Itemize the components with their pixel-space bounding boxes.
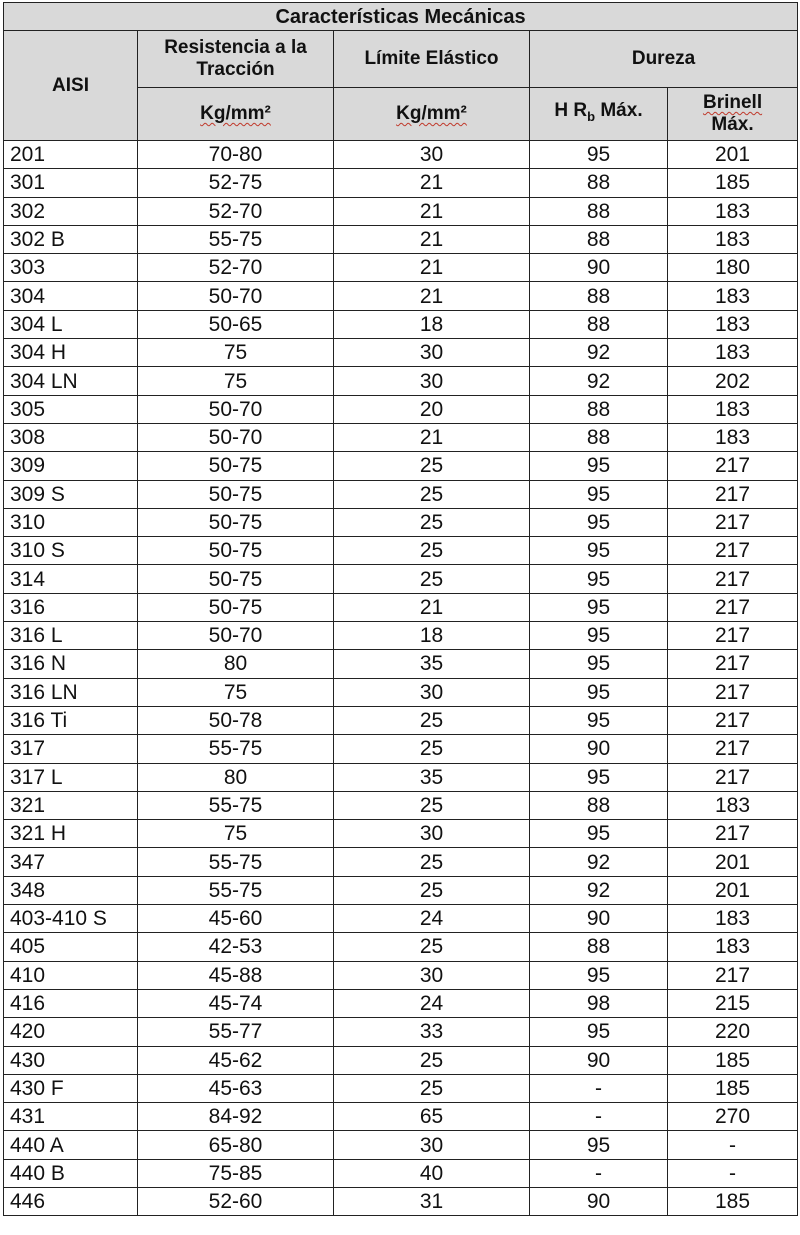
brinell-cell: 217 xyxy=(668,735,798,763)
aisi-cell: 316 L xyxy=(4,622,138,650)
hrb-cell: 88 xyxy=(530,395,668,423)
hrb-cell: 95 xyxy=(530,593,668,621)
aisi-cell: 310 xyxy=(4,508,138,536)
hrb-cell: 88 xyxy=(530,282,668,310)
hrb-cell: 92 xyxy=(530,339,668,367)
brinell-cell: 201 xyxy=(668,876,798,904)
table-row xyxy=(4,423,798,451)
limite-unit-text: Kg/mm² xyxy=(396,103,467,124)
limite-cell: 65 xyxy=(334,1103,530,1131)
resistencia-cell: 45-62 xyxy=(138,1046,334,1074)
resistencia-cell: 70-80 xyxy=(138,141,334,169)
resistencia-cell: 50-70 xyxy=(138,622,334,650)
aisi-cell: 201 xyxy=(4,141,138,169)
aisi-cell: 301 xyxy=(4,169,138,197)
aisi-cell: 303 xyxy=(4,254,138,282)
aisi-cell: 310 S xyxy=(4,537,138,565)
hrb-cell: - xyxy=(530,1103,668,1131)
limite-cell: 40 xyxy=(334,1159,530,1187)
hrb-cell: 95 xyxy=(530,1131,668,1159)
aisi-cell: 431 xyxy=(4,1103,138,1131)
brinell-cell: 185 xyxy=(668,1046,798,1074)
limite-cell: 25 xyxy=(334,848,530,876)
resistencia-cell: 55-75 xyxy=(138,848,334,876)
brinell-cell: 217 xyxy=(668,820,798,848)
table-row xyxy=(4,933,798,961)
aisi-cell: 403-410 S xyxy=(4,905,138,933)
limite-cell: 24 xyxy=(334,905,530,933)
hrb-cell: 95 xyxy=(530,678,668,706)
table-row xyxy=(4,848,798,876)
aisi-cell: 321 H xyxy=(4,820,138,848)
resistencia-cell: 65-80 xyxy=(138,1131,334,1159)
limite-cell: 25 xyxy=(334,565,530,593)
brinell-cell: 185 xyxy=(668,1187,798,1215)
aisi-cell: 302 xyxy=(4,197,138,225)
table-row xyxy=(4,1103,798,1131)
resistencia-cell: 55-75 xyxy=(138,735,334,763)
table-row xyxy=(4,650,798,678)
table-row xyxy=(4,1131,798,1159)
resistencia-cell: 42-53 xyxy=(138,933,334,961)
table-row xyxy=(4,367,798,395)
aisi-cell: 304 xyxy=(4,282,138,310)
hrb-cell: 95 xyxy=(530,961,668,989)
limite-cell: 25 xyxy=(334,933,530,961)
limite-cell: 35 xyxy=(334,763,530,791)
resistencia-cell: 45-74 xyxy=(138,989,334,1017)
resistencia-cell: 52-60 xyxy=(138,1187,334,1215)
aisi-cell: 308 xyxy=(4,423,138,451)
resistencia-cell: 75 xyxy=(138,678,334,706)
table-row xyxy=(4,452,798,480)
table-row xyxy=(4,763,798,791)
hrb-cell: 88 xyxy=(530,169,668,197)
resistencia-cell: 55-77 xyxy=(138,1018,334,1046)
resistencia-cell: 55-75 xyxy=(138,876,334,904)
limite-cell: 25 xyxy=(334,706,530,734)
brinell-cell: 217 xyxy=(668,763,798,791)
table-row xyxy=(4,1018,798,1046)
limite-cell: 30 xyxy=(334,339,530,367)
brinell-header xyxy=(668,88,798,141)
resistencia-cell: 84-92 xyxy=(138,1103,334,1131)
table-row xyxy=(4,141,798,169)
brinell-cell: 215 xyxy=(668,989,798,1017)
aisi-cell: 430 F xyxy=(4,1074,138,1102)
aisi-cell: 348 xyxy=(4,876,138,904)
brinell-cell: 217 xyxy=(668,593,798,621)
brinell-cell: 217 xyxy=(668,537,798,565)
limite-cell: 25 xyxy=(334,1074,530,1102)
table-row xyxy=(4,197,798,225)
table-row xyxy=(4,1046,798,1074)
table-row xyxy=(4,1187,798,1215)
dureza-header: Dureza xyxy=(530,31,798,88)
brinell-label: Brinell xyxy=(702,92,763,113)
hrb-cell: 92 xyxy=(530,367,668,395)
aisi-header: AISI xyxy=(4,31,138,141)
hrb-cell: 95 xyxy=(530,537,668,565)
resistencia-cell: 52-70 xyxy=(138,197,334,225)
resistencia-unit-text: Kg/mm² xyxy=(200,103,271,124)
aisi-cell: 321 xyxy=(4,791,138,819)
brinell-cell: 183 xyxy=(668,225,798,253)
resistencia-cell: 75 xyxy=(138,367,334,395)
resistencia-cell: 80 xyxy=(138,763,334,791)
table-row xyxy=(4,905,798,933)
limite-cell: 21 xyxy=(334,169,530,197)
resistencia-cell: 50-75 xyxy=(138,593,334,621)
resistencia-cell: 50-75 xyxy=(138,452,334,480)
resistencia-cell: 75-85 xyxy=(138,1159,334,1187)
resistencia-cell: 50-75 xyxy=(138,537,334,565)
brinell-cell: 183 xyxy=(668,423,798,451)
aisi-cell: 410 xyxy=(4,961,138,989)
resistencia-cell: 50-78 xyxy=(138,706,334,734)
hrb-header xyxy=(530,88,668,141)
aisi-cell: 420 xyxy=(4,1018,138,1046)
limite-cell: 30 xyxy=(334,678,530,706)
brinell-cell: 270 xyxy=(668,1103,798,1131)
brinell-cell: 183 xyxy=(668,282,798,310)
aisi-cell: 316 Ti xyxy=(4,706,138,734)
aisi-cell: 314 xyxy=(4,565,138,593)
limite-cell: 35 xyxy=(334,650,530,678)
resistencia-cell: 45-60 xyxy=(138,905,334,933)
table-row xyxy=(4,706,798,734)
aisi-cell: 446 xyxy=(4,1187,138,1215)
brinell-cell: 217 xyxy=(668,622,798,650)
resistencia-cell: 55-75 xyxy=(138,225,334,253)
hrb-cell: 95 xyxy=(530,650,668,678)
brinell-cell: 217 xyxy=(668,706,798,734)
resistencia-cell: 50-70 xyxy=(138,282,334,310)
aisi-cell: 305 xyxy=(4,395,138,423)
brinell-cell: 201 xyxy=(668,848,798,876)
table-row xyxy=(4,282,798,310)
hrb-cell: 92 xyxy=(530,848,668,876)
brinell-cell: 183 xyxy=(668,197,798,225)
brinell-cell: 217 xyxy=(668,565,798,593)
limite-header: Límite Elástico xyxy=(334,31,530,88)
hrb-subscript: b xyxy=(587,108,596,124)
aisi-cell: 309 xyxy=(4,452,138,480)
brinell-cell: 183 xyxy=(668,339,798,367)
hrb-cell: 95 xyxy=(530,706,668,734)
limite-cell: 30 xyxy=(334,820,530,848)
mechanical-properties-table xyxy=(3,2,798,1216)
resistencia-cell: 50-75 xyxy=(138,565,334,593)
table-row xyxy=(4,678,798,706)
aisi-cell: 316 LN xyxy=(4,678,138,706)
table-body xyxy=(4,141,798,1216)
table-row xyxy=(4,1159,798,1187)
hrb-cell: 95 xyxy=(530,508,668,536)
hrb-cell: 92 xyxy=(530,876,668,904)
limite-cell: 30 xyxy=(334,961,530,989)
hrb-cell: 88 xyxy=(530,791,668,819)
hrb-label: H R xyxy=(554,100,588,122)
resistencia-cell: 55-75 xyxy=(138,791,334,819)
hrb-cell: - xyxy=(530,1074,668,1102)
table-row xyxy=(4,820,798,848)
aisi-cell: 347 xyxy=(4,848,138,876)
hrb-cell: 95 xyxy=(530,141,668,169)
brinell-cell: - xyxy=(668,1159,798,1187)
hrb-cell: 90 xyxy=(530,1187,668,1215)
hrb-cell: 88 xyxy=(530,225,668,253)
brinell-cell: 217 xyxy=(668,452,798,480)
brinell-max-label: Máx. xyxy=(711,114,754,135)
limite-cell: 18 xyxy=(334,310,530,338)
table-row xyxy=(4,1074,798,1102)
brinell-cell: 202 xyxy=(668,367,798,395)
limite-cell: 21 xyxy=(334,225,530,253)
limite-cell: 20 xyxy=(334,395,530,423)
table-row xyxy=(4,339,798,367)
limite-cell: 30 xyxy=(334,367,530,395)
hrb-cell: 90 xyxy=(530,1046,668,1074)
resistencia-cell: 50-70 xyxy=(138,395,334,423)
aisi-cell: 304 LN xyxy=(4,367,138,395)
aisi-cell: 317 xyxy=(4,735,138,763)
aisi-cell: 317 L xyxy=(4,763,138,791)
brinell-cell: 183 xyxy=(668,933,798,961)
limite-cell: 21 xyxy=(334,593,530,621)
aisi-cell: 304 L xyxy=(4,310,138,338)
resistencia-cell: 75 xyxy=(138,820,334,848)
hrb-cell: 95 xyxy=(530,622,668,650)
aisi-cell: 316 xyxy=(4,593,138,621)
resistencia-cell: 75 xyxy=(138,339,334,367)
limite-cell: 25 xyxy=(334,876,530,904)
hrb-cell: 98 xyxy=(530,989,668,1017)
hrb-cell: 90 xyxy=(530,905,668,933)
limite-unit xyxy=(334,88,530,141)
hrb-cell: 95 xyxy=(530,1018,668,1046)
brinell-cell: 217 xyxy=(668,961,798,989)
limite-cell: 21 xyxy=(334,197,530,225)
hrb-cell: 88 xyxy=(530,933,668,961)
limite-cell: 25 xyxy=(334,791,530,819)
hrb-cell: 95 xyxy=(530,763,668,791)
aisi-cell: 416 xyxy=(4,989,138,1017)
hrb-cell: 88 xyxy=(530,310,668,338)
hrb-cell: 90 xyxy=(530,254,668,282)
table-row xyxy=(4,537,798,565)
resistencia-header: Resistencia a la Tracción xyxy=(138,31,334,88)
brinell-cell: 220 xyxy=(668,1018,798,1046)
table-row xyxy=(4,565,798,593)
table-row xyxy=(4,961,798,989)
limite-cell: 31 xyxy=(334,1187,530,1215)
hrb-cell: 95 xyxy=(530,452,668,480)
brinell-cell: 183 xyxy=(668,905,798,933)
table-title: Características Mecánicas xyxy=(4,3,798,31)
table-row xyxy=(4,169,798,197)
resistencia-cell: 52-70 xyxy=(138,254,334,282)
resistencia-cell: 50-75 xyxy=(138,508,334,536)
resistencia-cell: 52-75 xyxy=(138,169,334,197)
resistencia-cell: 80 xyxy=(138,650,334,678)
aisi-cell: 316 N xyxy=(4,650,138,678)
brinell-cell: 183 xyxy=(668,395,798,423)
table-row xyxy=(4,508,798,536)
brinell-cell: 185 xyxy=(668,1074,798,1102)
limite-cell: 25 xyxy=(334,452,530,480)
resistencia-cell: 45-63 xyxy=(138,1074,334,1102)
table-row xyxy=(4,735,798,763)
table-row xyxy=(4,791,798,819)
limite-cell: 25 xyxy=(334,735,530,763)
resistencia-cell: 45-88 xyxy=(138,961,334,989)
limite-cell: 24 xyxy=(334,989,530,1017)
hrb-cell: 95 xyxy=(530,565,668,593)
table-row xyxy=(4,622,798,650)
table-row xyxy=(4,395,798,423)
table-row xyxy=(4,989,798,1017)
limite-cell: 18 xyxy=(334,622,530,650)
hrb-cell: 88 xyxy=(530,423,668,451)
aisi-cell: 405 xyxy=(4,933,138,961)
resistencia-unit xyxy=(138,88,334,141)
hrb-cell: 88 xyxy=(530,197,668,225)
limite-cell: 25 xyxy=(334,480,530,508)
brinell-cell: 183 xyxy=(668,310,798,338)
resistencia-cell: 50-70 xyxy=(138,423,334,451)
resistencia-cell: 50-75 xyxy=(138,480,334,508)
brinell-cell: 183 xyxy=(668,791,798,819)
brinell-cell: 201 xyxy=(668,141,798,169)
brinell-cell: 217 xyxy=(668,678,798,706)
hrb-cell: - xyxy=(530,1159,668,1187)
aisi-cell: 440 A xyxy=(4,1131,138,1159)
limite-cell: 21 xyxy=(334,423,530,451)
aisi-cell: 304 H xyxy=(4,339,138,367)
aisi-cell: 430 xyxy=(4,1046,138,1074)
limite-cell: 25 xyxy=(334,537,530,565)
table-row xyxy=(4,876,798,904)
limite-cell: 21 xyxy=(334,282,530,310)
limite-cell: 25 xyxy=(334,1046,530,1074)
brinell-cell: 217 xyxy=(668,480,798,508)
limite-cell: 25 xyxy=(334,508,530,536)
resistencia-cell: 50-65 xyxy=(138,310,334,338)
table-row xyxy=(4,593,798,621)
brinell-cell: 180 xyxy=(668,254,798,282)
aisi-cell: 302 B xyxy=(4,225,138,253)
brinell-cell: 185 xyxy=(668,169,798,197)
table-row xyxy=(4,225,798,253)
hrb-cell: 90 xyxy=(530,735,668,763)
table-row xyxy=(4,310,798,338)
limite-cell: 33 xyxy=(334,1018,530,1046)
table-row xyxy=(4,480,798,508)
brinell-cell: - xyxy=(668,1131,798,1159)
limite-cell: 21 xyxy=(334,254,530,282)
limite-cell: 30 xyxy=(334,1131,530,1159)
hrb-cell: 95 xyxy=(530,480,668,508)
limite-cell: 30 xyxy=(334,141,530,169)
hrb-suffix: Máx. xyxy=(595,100,643,122)
hrb-cell: 95 xyxy=(530,820,668,848)
table-row xyxy=(4,254,798,282)
aisi-cell: 440 B xyxy=(4,1159,138,1187)
aisi-cell: 309 S xyxy=(4,480,138,508)
brinell-cell: 217 xyxy=(668,508,798,536)
brinell-cell: 217 xyxy=(668,650,798,678)
